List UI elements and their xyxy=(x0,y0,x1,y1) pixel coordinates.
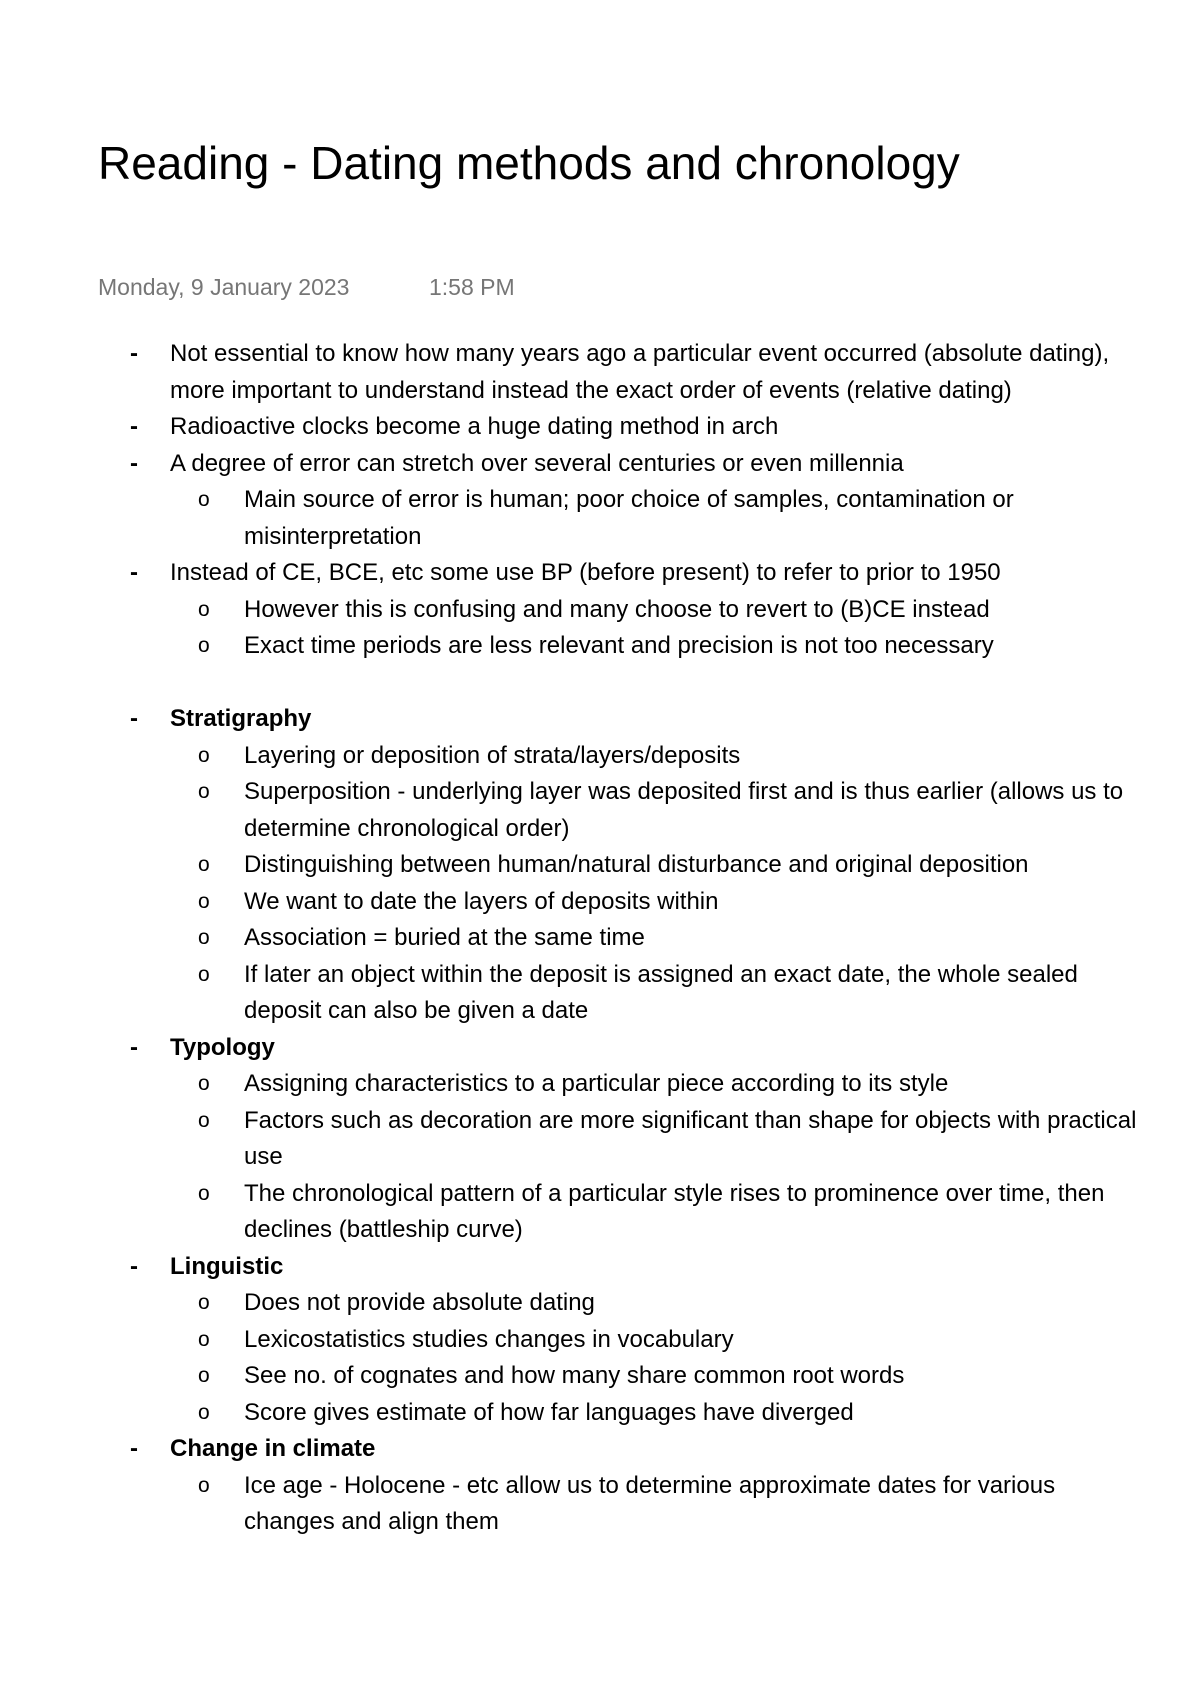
dash-bullet-icon: - xyxy=(130,413,138,440)
item-text: Instead of CE, BCE, etc some use BP (before present) to refer to prior to 1950 xyxy=(170,559,1001,586)
circle-bullet-icon: o xyxy=(198,1291,210,1314)
sub-list-item xyxy=(0,957,1150,1030)
item-text: Main source of error is human; poor choice of samples, contamination or misinterpretation xyxy=(244,486,1014,550)
circle-bullet-icon: o xyxy=(198,962,210,986)
sub-list-item xyxy=(0,1103,1150,1176)
item-text: We want to date the layers of deposits within xyxy=(244,887,719,915)
sub-list-item xyxy=(0,1395,1150,1432)
item-text: Score gives estimate of how far languages have diverged xyxy=(244,1398,854,1426)
circle-bullet-icon: o xyxy=(198,1327,210,1351)
item-text: Layering or deposition of strata/layers/deposits xyxy=(244,741,741,769)
sub-list-item xyxy=(0,884,1150,921)
item-text: Ice age - Holocene - etc allow us to determine approximate dates for various changes and align them xyxy=(244,1471,1056,1535)
sub-list-item xyxy=(0,1468,1150,1541)
item-text: Factors such as decoration are more significant than shape for objects with practical use xyxy=(244,1106,1137,1170)
note-time: 1:58 PM xyxy=(429,274,515,300)
circle-bullet-icon: o xyxy=(198,853,210,876)
sub-list-item xyxy=(0,847,1150,884)
page-title: Reading - Dating methods and chronology xyxy=(98,137,960,189)
section-heading-item xyxy=(0,701,1150,738)
item-text: Assigning characteristics to a particular piece according to its style xyxy=(244,1070,949,1097)
section-heading: Stratigraphy xyxy=(170,705,312,732)
sub-list-item xyxy=(0,738,1150,775)
list-item xyxy=(0,409,1150,446)
item-text: Exact time periods are less relevant and precision is not too necessary xyxy=(244,632,994,659)
sub-list-item xyxy=(0,920,1150,957)
item-text: However this is confusing and many choose to revert to (B)CE instead xyxy=(244,595,990,623)
sub-list-item xyxy=(0,1285,1150,1322)
circle-bullet-icon: o xyxy=(198,1072,210,1095)
item-text: The chronological pattern of a particular style rises to prominence over time, then declines (battleship curve) xyxy=(244,1179,1105,1243)
sub-list-item xyxy=(0,592,1150,629)
circle-bullet-icon: o xyxy=(198,1400,210,1424)
item-text: Superposition - underlying layer was deposited first and is thus earlier (allows us to determine chronological order) xyxy=(244,778,1124,842)
note-date: Monday, 9 January 2023 xyxy=(98,274,350,300)
item-text: Not essential to know how many years ago a particular event occurred (absolute dating), more important to understand instead the exact order of events (relative dating) xyxy=(170,340,1110,404)
item-text: If later an object within the deposit is assigned an exact date, the whole sealed deposit can also be given a date xyxy=(244,960,1078,1024)
sub-list-item xyxy=(0,1322,1150,1359)
dash-bullet-icon: - xyxy=(130,705,138,732)
circle-bullet-icon: o xyxy=(198,1181,210,1205)
circle-bullet-icon: o xyxy=(198,634,210,657)
note-meta xyxy=(98,272,515,302)
section-heading-item xyxy=(0,1431,1150,1468)
blank-line xyxy=(0,665,1200,702)
dash-bullet-icon: - xyxy=(130,1435,138,1462)
section-heading: Change in climate xyxy=(170,1435,376,1462)
item-text: See no. of cognates and how many share common root words xyxy=(244,1362,905,1389)
item-text: Radioactive clocks become a huge dating method in arch xyxy=(170,413,779,440)
section-heading: Linguistic xyxy=(170,1252,284,1280)
list-item xyxy=(0,555,1150,592)
section-heading-item xyxy=(0,1249,1150,1286)
dash-bullet-icon: - xyxy=(130,559,138,586)
item-text: Does not provide absolute dating xyxy=(244,1289,595,1316)
circle-bullet-icon: o xyxy=(198,1364,210,1387)
circle-bullet-icon: o xyxy=(198,1473,210,1497)
dash-bullet-icon: - xyxy=(130,340,138,367)
sub-list-item xyxy=(0,1358,1150,1395)
list-item xyxy=(0,336,1150,409)
sub-list-item xyxy=(0,628,1150,665)
item-text: Association = buried at the same time xyxy=(244,924,645,951)
circle-bullet-icon: o xyxy=(198,1108,210,1132)
list-item xyxy=(0,446,1150,483)
section-heading-item xyxy=(0,1030,1150,1067)
sub-list-item xyxy=(0,1066,1150,1103)
circle-bullet-icon: o xyxy=(198,597,210,621)
item-text: Lexicostatistics studies changes in vocabulary xyxy=(244,1325,734,1353)
sub-list-item xyxy=(0,1176,1150,1249)
circle-bullet-icon: o xyxy=(198,889,210,913)
dash-bullet-icon: - xyxy=(130,1033,138,1061)
dash-bullet-icon: - xyxy=(130,449,138,477)
sub-list-item xyxy=(0,774,1150,847)
circle-bullet-icon: o xyxy=(198,926,210,949)
section-heading: Typology xyxy=(170,1033,275,1061)
item-text: A degree of error can stretch over several centuries or even millennia xyxy=(170,449,904,477)
circle-bullet-icon: o xyxy=(198,743,210,767)
sub-list-item xyxy=(0,482,1150,555)
note-list xyxy=(0,336,1200,1541)
item-text: Distinguishing between human/natural disturbance and original deposition xyxy=(244,851,1029,878)
circle-bullet-icon: o xyxy=(198,780,210,803)
dash-bullet-icon: - xyxy=(130,1252,138,1280)
circle-bullet-icon: o xyxy=(198,488,210,511)
